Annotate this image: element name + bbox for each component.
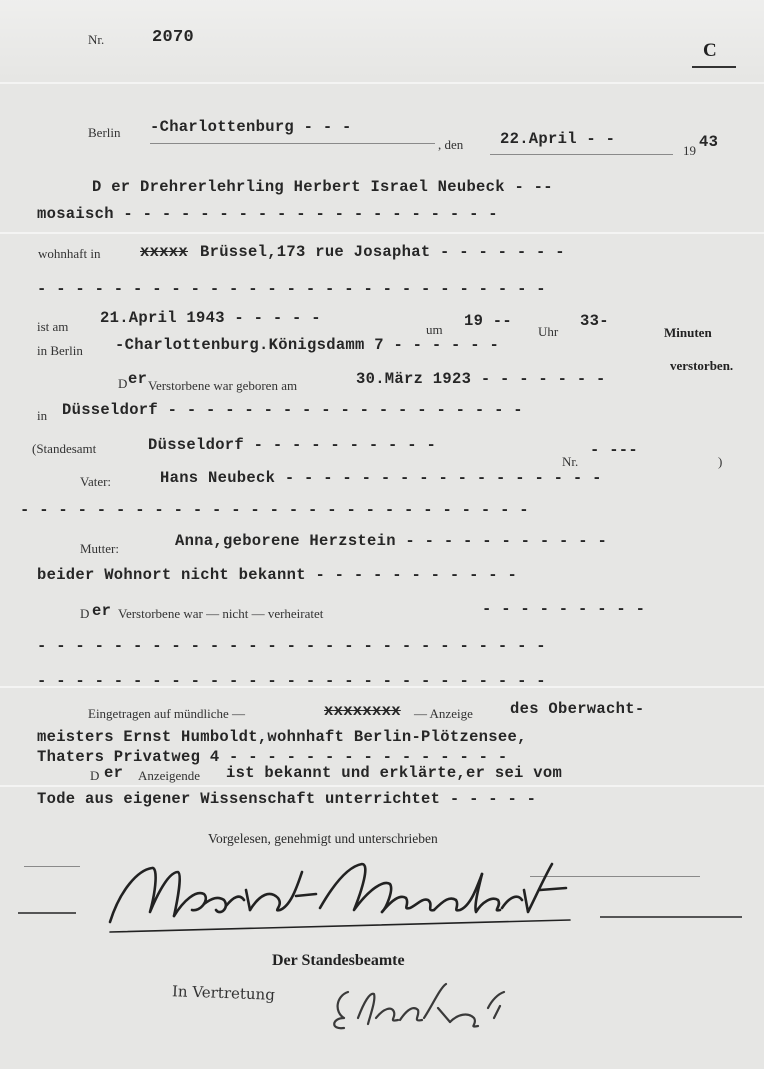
marital-label: Verstorbene war — nicht — verheiratet — [118, 606, 324, 621]
father-label: Vater: — [80, 474, 112, 489]
knowledge-line: Tode aus eigener Wissenschaft unterrichtet - - - - - — [37, 790, 537, 808]
birth-place-value: Düsseldorf - - - - - - - - - - - - - - - - - - - — [62, 401, 523, 419]
registrar-signature — [318, 978, 518, 1038]
informant-subject-prefix: D — [90, 768, 100, 783]
informant-line-1: des Oberwacht- — [510, 700, 645, 718]
registration-label: Eingetragen auf mündliche — — [88, 706, 246, 721]
birth-subject-prefix: D — [118, 376, 128, 391]
residence-struck-text: xxxxx — [140, 243, 189, 261]
deceased-name-line: D er Drehrerlehrling Herbert Israel Neubeck - -- — [92, 178, 553, 196]
registration-label-2: — Anzeige — [414, 706, 473, 721]
death-time-label: um — [426, 322, 443, 337]
city-rule — [150, 143, 435, 144]
scan-streak — [0, 82, 764, 84]
informant-signature — [100, 850, 590, 940]
registry-nr-label: Nr. — [562, 454, 579, 469]
birth-subject-suffix: er — [128, 370, 148, 388]
marital-fill-line: - - - - - - - - - - - - - - - - - - - - - - - - - - - — [37, 672, 546, 690]
registry-closing: ) — [718, 454, 723, 469]
scan-streak — [0, 785, 764, 787]
informant-subject-suffix: er — [104, 764, 124, 782]
death-place-label: in Berlin — [37, 343, 83, 358]
city-value: -Charlottenburg - - - — [150, 118, 352, 136]
marital-subject-suffix: er — [92, 602, 112, 620]
informant-line-2: meisters Ernst Humboldt,wohnhaft Berlin-Plötzensee, — [37, 728, 527, 746]
death-date-value: 21.April 1943 - - - - - — [100, 309, 321, 327]
parents-residence-line: beider Wohnort nicht bekannt - - - - - - - - - - - — [37, 566, 518, 584]
residence-value: Brüssel,173 rue Josaphat - - - - - - - — [200, 243, 565, 261]
minute-label: Minuten — [664, 325, 712, 340]
registry-label: (Standesamt — [32, 441, 97, 456]
marital-fill-line: - - - - - - - - - - - - - - - - - - - - - - - - - - - — [37, 637, 546, 655]
residence-fill-line: - - - - - - - - - - - - - - - - - - - - - - - - - - - — [37, 280, 546, 298]
record-number: 2070 — [152, 28, 195, 47]
registry-value: Düsseldorf - - - - - - - - - - — [148, 436, 437, 454]
informant-line-3: Thaters Privatweg 4 - - - - - - - - - - - - - - - — [37, 748, 508, 766]
read-approved-note: Vorgelesen, genehmigt und unterschrieben — [208, 831, 438, 846]
signature-rule — [18, 912, 76, 914]
mother-value: Anna,geborene Herzstein - - - - - - - - - - - — [175, 532, 608, 550]
informant-statement: ist bekannt und erklärte,er sei vom — [226, 764, 563, 782]
death-date-label: ist am — [37, 319, 69, 334]
mother-label: Mutter: — [80, 541, 119, 556]
signature-rule — [24, 866, 80, 867]
father-value: Hans Neubeck - - - - - - - - - - - - - - - - - — [160, 469, 602, 487]
record-letter: C — [703, 40, 717, 61]
registrar-title: Der Standesbeamte — [272, 952, 405, 969]
signature-rule — [600, 916, 742, 918]
death-minute-value: 33- — [580, 312, 609, 330]
birth-label: Verstorbene war geboren am — [148, 378, 298, 393]
birth-date-value: 30.März 1923 - - - - - - - — [356, 370, 606, 388]
date-rule — [490, 154, 673, 155]
letter-underline — [692, 66, 736, 68]
marital-fill: - - - - - - - - - — [482, 600, 646, 618]
religion-line: mosaisch - - - - - - - - - - - - - - - - - - - - — [37, 205, 498, 223]
year-prefix: 19 — [683, 143, 696, 158]
year-value: 43 — [699, 133, 719, 151]
informant-label: Anzeigende — [138, 768, 201, 783]
hour-label: Uhr — [538, 324, 559, 339]
deceased-verb: verstorben. — [670, 358, 734, 373]
date-value: 22.April - - — [500, 130, 616, 148]
birth-place-label: in — [37, 408, 48, 423]
registration-struck-text: xxxxxxxx — [324, 702, 401, 720]
death-hour-value: 19 -- — [464, 312, 513, 330]
record-number-label: Nr. — [88, 32, 105, 47]
city-label: Berlin — [88, 125, 121, 140]
registry-nr-value: - --- — [590, 441, 639, 459]
father-fill-line: - - - - - - - - - - - - - - - - - - - - - - - - - - - — [20, 501, 529, 519]
scan-streak — [0, 232, 764, 234]
marital-subject-prefix: D — [80, 606, 90, 621]
death-place-value: -Charlottenburg.Königsdamm 7 - - - - - - — [115, 336, 500, 354]
date-label: , den — [438, 137, 464, 152]
residence-label: wohnhaft in — [38, 246, 101, 261]
deputy-label: In Vertretung — [171, 982, 276, 1004]
